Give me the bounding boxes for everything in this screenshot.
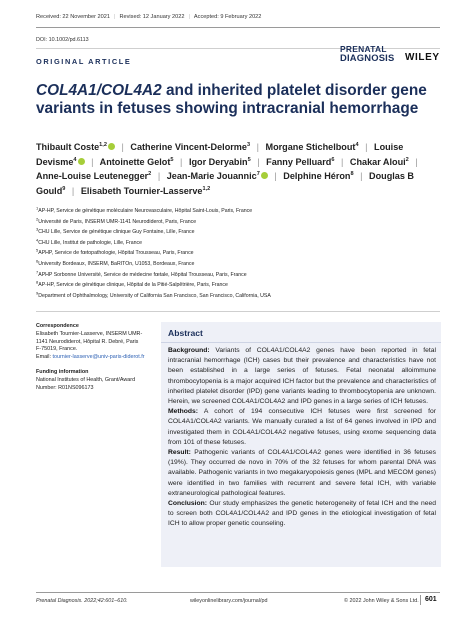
footer-copyright: © 2022 John Wiley & Sons Ltd. bbox=[344, 598, 419, 604]
funding-line: Number: R01NS096173 bbox=[36, 384, 94, 391]
history-dates: Received: 22 November 2021 | Revised: 12 January 2022 | Accepted: 9 February 2022 bbox=[36, 14, 262, 20]
funding-heading: Funding information bbox=[36, 368, 89, 375]
orcid-icon[interactable] bbox=[261, 172, 268, 179]
footer-url[interactable]: wileyonlinelibrary.com/journal/pd bbox=[190, 598, 268, 604]
author-name: Delphine Héron bbox=[283, 171, 351, 181]
correspondence-email-row bbox=[36, 354, 156, 362]
author-affiliation-ref: 3 bbox=[246, 141, 251, 148]
author-name: Louise Devisme bbox=[36, 142, 404, 167]
author-affiliation-ref: 5 bbox=[247, 156, 251, 163]
affiliation-item bbox=[36, 280, 440, 291]
abstract-background: Background: Variants of COL4A1/COL4A2 genes have been reported in fetal intracranial hemorrhage (ICH) cases but their prevalence and characteristics have not been established in a large series of fetuses. Fetal neonatal alloimmune thrombocytopenia is a major acquired ICH factor but the prevalence and characteristics of inherited platelet disorder (IPD) gene variants leading to thrombocytopenia are unknown. Herein, we screened COL4A1/COL4A2 and IPD genes in a large series of ICH fetuses. bbox=[168, 347, 436, 406]
journal-logo bbox=[340, 45, 404, 63]
abstract-body bbox=[168, 346, 436, 530]
author[interactable] bbox=[36, 171, 151, 181]
author-affiliation-ref: 2 bbox=[148, 170, 152, 177]
publisher-logo: WILEY bbox=[405, 52, 440, 63]
author-name: Elisabeth Tournier-Lasserve bbox=[80, 185, 203, 196]
page-number: 601 bbox=[425, 596, 437, 603]
author-name: Antoinette Gelot bbox=[99, 156, 171, 167]
affiliation-item bbox=[36, 291, 440, 302]
abstract-divider bbox=[161, 342, 441, 343]
affiliation-text: CHU Lille, Service de génétique clinique Guy Fontaine, Lille, France bbox=[38, 229, 195, 236]
abstract-result: Result: Pathogenic variants of COL4A1/COL4A2 genes were identified in 36 fetuses (19%). They occurred de novo in 70% of the 32 fetuses for whom parental DNA was available. Pathogenic variants in two megakaryopoiesis genes (MPL and MECOM genes) were identified in two families with recurrent and severe fetal ICH, with variable extraneurological pathological features. bbox=[168, 449, 436, 497]
author-separator: | bbox=[256, 142, 259, 152]
affiliation-number: 5 bbox=[36, 247, 39, 253]
author-affiliation-ref: 1,2 bbox=[99, 141, 107, 148]
author-separator: | bbox=[157, 171, 161, 181]
author[interactable] bbox=[36, 142, 115, 152]
orcid-icon[interactable] bbox=[78, 158, 85, 165]
author-name: Morgane Stichelbout bbox=[265, 142, 356, 152]
sidebar-info bbox=[36, 323, 156, 392]
doi[interactable]: DOI: 10.1002/pd.6113 bbox=[36, 37, 89, 43]
author-name: Fanny Pelluard bbox=[266, 156, 332, 167]
title-gene-name: COL4A1/COL4A2 bbox=[36, 82, 162, 99]
author-separator: | bbox=[180, 156, 183, 167]
affiliation-number: 2 bbox=[36, 215, 39, 221]
author[interactable] bbox=[81, 186, 210, 196]
author-affiliation-ref: 4 bbox=[73, 156, 77, 163]
affiliation-item bbox=[36, 217, 440, 228]
journal-logo-line1: PRENATAL bbox=[340, 44, 387, 54]
affiliation-text: AP-HP, Service de génétique moléculaire Neurovasculaire, Hôpital Saint-Louis, Paris, France bbox=[38, 208, 253, 214]
author[interactable] bbox=[100, 157, 174, 167]
affiliation-list bbox=[36, 206, 440, 301]
author-affiliation-ref: 4 bbox=[355, 141, 359, 148]
affiliation-number: 4 bbox=[36, 237, 39, 243]
funding-line: National Institutes of Health, Grant/Award bbox=[36, 376, 136, 383]
page-number-separator bbox=[420, 595, 421, 605]
author-separator: | bbox=[365, 142, 368, 152]
correspondence-line: 1141 Neurodiderot, Hôpital R. Debré, Paris bbox=[36, 338, 139, 345]
correspondence-line: F-75019, France. bbox=[36, 346, 78, 353]
author-name: Anne-Louise Leutenegger bbox=[36, 171, 149, 181]
abstract-conclusion: Conclusion: Our study emphasizes the genetic heterogeneity of fetal ICH and the need to screen both COL4A1/COL4A2 and IPD genes in the etiological investigation of fetal ICH to allow proper genetic counseling. bbox=[168, 500, 436, 528]
correspondence-email-link[interactable]: tournier-lasserve@univ-paris-diderot.fr bbox=[52, 354, 145, 361]
affiliation-item bbox=[36, 248, 440, 259]
author-list bbox=[36, 140, 440, 198]
author[interactable] bbox=[350, 157, 409, 167]
affiliation-number: 3 bbox=[36, 226, 39, 232]
correspondence-heading: Correspondence bbox=[36, 323, 79, 329]
accepted-date: Accepted: 9 February 2022 bbox=[193, 14, 262, 20]
affiliation-text: CHU Lille, Institut de pathologie, Lille, France bbox=[38, 239, 143, 246]
affiliation-item bbox=[36, 259, 440, 270]
affiliation-item bbox=[36, 227, 440, 238]
revised-date: Revised: 12 January 2022 bbox=[119, 14, 185, 20]
author-separator: | bbox=[91, 156, 94, 167]
author-name: Thibault Coste bbox=[36, 142, 100, 152]
author-affiliation-ref: 6 bbox=[331, 156, 335, 163]
author[interactable] bbox=[283, 171, 353, 181]
affiliation-divider bbox=[36, 311, 440, 312]
author-separator: | bbox=[121, 142, 124, 152]
affiliation-text: APHP Sorbonne Université, Service de médecine fœtale, Hôpital Trousseau, Paris, France bbox=[38, 271, 247, 278]
author-affiliation-ref: 7 bbox=[256, 170, 260, 177]
article-title bbox=[36, 82, 440, 118]
email-label: Email: bbox=[36, 354, 53, 361]
abstract-heading: Abstract bbox=[168, 328, 203, 338]
author-name: Douglas B Gould bbox=[36, 171, 414, 196]
article-type: ORIGINAL ARTICLE bbox=[36, 57, 132, 66]
correspondence-line: Elisabeth Tournier-Lasserve, INSERM UMR- bbox=[36, 330, 143, 337]
abstract-methods: Methods: A cohort of 194 consecutive ICH fetuses were first screened for COL4A1/COL4A2 variants. We manually curated a list of 64 genes involved in IPD and investigated them in COL4A1/COL4A2 negative fetuses, using exome sequencing data from 101 of these fetuses. bbox=[168, 408, 436, 446]
affiliation-item bbox=[36, 206, 440, 217]
received-date: Received: 22 November 2021 bbox=[36, 14, 111, 20]
orcid-icon[interactable] bbox=[108, 143, 115, 150]
author-affiliation-ref: 5 bbox=[170, 156, 174, 163]
header-divider bbox=[36, 27, 440, 28]
author-separator: | bbox=[71, 185, 75, 196]
author-affiliation-ref: 1,2 bbox=[202, 185, 211, 192]
title-rest: and inherited platelet disorder gene variants in fetuses showing intracranial hemorrhage bbox=[36, 82, 427, 117]
author[interactable] bbox=[266, 157, 334, 167]
affiliation-text: AP-HP, Service de génétique clinique, Hôpital de la Pitié-Salpêtrière, Paris, France bbox=[38, 282, 228, 289]
author-affiliation-ref: 9 bbox=[62, 185, 66, 192]
author[interactable] bbox=[189, 157, 251, 167]
author[interactable] bbox=[167, 171, 268, 181]
affiliation-number: 8 bbox=[36, 279, 39, 285]
author-affiliation-ref: 2 bbox=[405, 156, 409, 163]
author-separator: | bbox=[274, 171, 277, 181]
footer-divider bbox=[36, 592, 440, 593]
affiliation-number: 6 bbox=[36, 258, 39, 264]
journal-logo-line2: DIAGNOSIS bbox=[340, 52, 395, 64]
author-separator: | bbox=[360, 171, 363, 181]
author[interactable] bbox=[266, 142, 359, 152]
footer-citation: Prenatal Diagnosis. 2022;42:601–610. bbox=[36, 598, 128, 604]
author-name: Chakar Aloui bbox=[349, 156, 406, 167]
affiliation-text: Department of Ophthalmology, University of California San Francisco, San Francisco, California, USA bbox=[38, 292, 271, 299]
author[interactable] bbox=[130, 142, 250, 152]
author-affiliation-ref: 8 bbox=[350, 170, 354, 177]
author-name: Igor Deryabin bbox=[188, 156, 248, 167]
author-separator: | bbox=[341, 156, 344, 167]
author-separator: | bbox=[415, 156, 418, 167]
author-name: Jean-Marie Jouannic bbox=[166, 171, 257, 181]
abstract-box bbox=[161, 322, 441, 567]
affiliation-text: Université de Paris, INSERM UMR-1141 Neurodiderot, Paris, France bbox=[38, 218, 197, 225]
affiliation-item bbox=[36, 270, 440, 281]
affiliation-text: APHP, Service de fœtopathologie, Hôpital Trousseau, Paris, France bbox=[38, 250, 194, 257]
author-separator: | bbox=[257, 156, 260, 167]
affiliation-text: University Bordeaux, INSERM, BaRITOn, U1053, Bordeaux, France bbox=[38, 260, 195, 267]
affiliation-number: 7 bbox=[36, 268, 39, 274]
author-name: Catherine Vincent-Delorme bbox=[130, 142, 247, 152]
affiliation-number: 9 bbox=[36, 290, 39, 296]
affiliation-item bbox=[36, 238, 440, 249]
affiliation-number: 1 bbox=[36, 205, 39, 211]
